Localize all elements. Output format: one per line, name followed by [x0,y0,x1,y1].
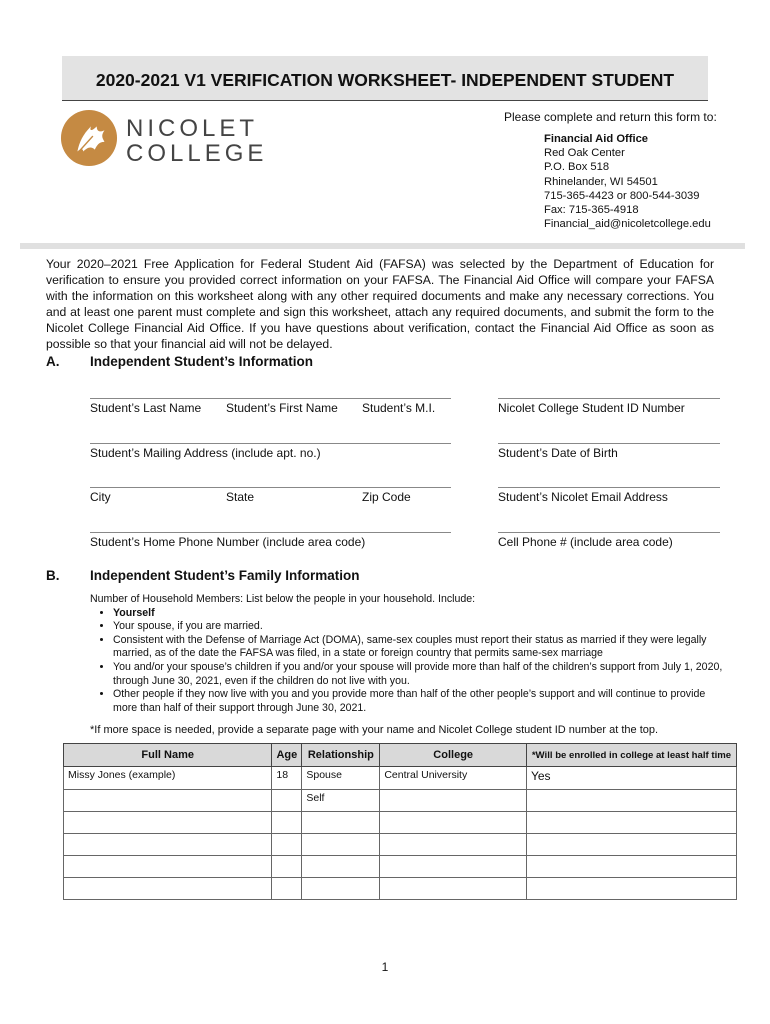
cell-name[interactable] [64,834,272,856]
mailing-address-label: Student’s Mailing Address (include apt. no.) [90,446,321,460]
household-instructions [90,593,730,715]
cell-relationship[interactable] [302,878,380,900]
college-logo-text [126,116,267,166]
cell-relationship[interactable]: Spouse [302,767,380,790]
cell-half-time[interactable] [526,856,736,878]
office-center: Red Oak Center [544,147,625,160]
cell-age[interactable] [272,812,302,834]
office-email: Financial_aid@nicoletcollege.edu [544,218,711,231]
email-label: Student’s Nicolet Email Address [498,490,668,504]
cell-relationship[interactable] [302,856,380,878]
cell-relationship[interactable]: Self [302,790,380,812]
cell-age[interactable] [272,856,302,878]
list-item: • Yourself [113,607,730,621]
leaf-logo-icon [60,108,118,168]
logo-line-1: NICOLET [126,115,259,142]
table-row [64,790,737,812]
household-bullets [90,607,730,716]
list-item: • Your spouse, if you are married. [113,620,730,634]
col-college: College [380,744,527,767]
cell-name[interactable]: Missy Jones (example) [64,767,272,790]
cell-age[interactable] [272,878,302,900]
extra-space-note: *If more space is needed, provide a separate page with your name and Nicolet College student ID number at the top. [90,724,659,736]
office-phone: 715-365-4423 or 800-544-3039 [544,189,700,202]
cell-phone-label: Cell Phone # (include area code) [498,535,673,549]
zip-label: Zip Code [362,490,411,504]
household-table [63,743,737,900]
section-a-letter: A. [46,354,60,369]
cell-college[interactable] [380,878,527,900]
col-full-name: Full Name [64,744,272,767]
cell-college[interactable] [380,834,527,856]
first-name-label: Student’s First Name [226,401,338,415]
dob-label: Student’s Date of Birth [498,446,618,460]
table-row [64,878,737,900]
last-name-label: Student’s Last Name [90,401,202,415]
cell-name[interactable] [64,878,272,900]
cell-college[interactable] [380,812,527,834]
cell-age[interactable] [272,790,302,812]
name-field-line[interactable] [90,398,451,399]
cell-college[interactable]: Central University [380,767,527,790]
cell-age[interactable] [272,834,302,856]
cell-phone-field-line[interactable] [498,532,720,533]
col-half-time: *Will be enrolled in college at least half time [526,744,736,767]
page-title: 2020-2021 V1 VERIFICATION WORKSHEET- INDEPENDENT STUDENT [95,70,675,90]
cell-half-time[interactable]: Yes [526,767,736,790]
table-row [64,812,737,834]
section-b-letter: B. [46,568,60,583]
cell-name[interactable] [64,790,272,812]
state-label: State [226,490,255,504]
cell-half-time[interactable] [526,834,736,856]
household-lead: Number of Household Members: List below the people in your household. Include: [90,593,476,605]
section-b-title: Independent Student’s Family Information [90,568,360,583]
list-item: • Other people if they now live with you and you provide more than half of the other people’s support and will continue to provide more than half of their support through June 30, 2021. [113,688,730,715]
cell-relationship[interactable] [302,834,380,856]
student-id-label: Nicolet College Student ID Number [498,401,685,415]
section-a-title: Independent Student’s Information [90,354,313,369]
list-item: • You and/or your spouse’s children if you and/or your spouse will provide more than half of the children’s support from July 1, 2020, through June 30, 2021, even if the children do not live with you. [113,661,730,688]
page-number: 1 [381,960,389,974]
cell-name[interactable] [64,856,272,878]
return-instruction: Please complete and return this form to: [504,110,717,124]
table-row [64,767,737,790]
cell-age[interactable]: 18 [272,767,302,790]
cell-half-time[interactable] [526,790,736,812]
office-city: Rhinelander, WI 54501 [544,175,658,188]
office-name: Financial Aid Office [544,133,649,145]
city-state-zip-field-line[interactable] [90,487,451,488]
office-address [544,132,711,231]
cell-name[interactable] [64,812,272,834]
cell-half-time[interactable] [526,812,736,834]
student-id-field-line[interactable] [498,398,720,399]
col-age: Age [272,744,302,767]
office-fax: Fax: 715-365-4918 [544,204,639,217]
city-label: City [90,490,111,504]
cell-relationship[interactable] [302,812,380,834]
email-field-line[interactable] [498,487,720,488]
home-phone-field-line[interactable] [90,532,451,533]
cell-half-time[interactable] [526,878,736,900]
logo-line-2: COLLEGE [126,140,268,167]
office-pobox: P.O. Box 518 [544,161,610,174]
table-row [64,834,737,856]
section-divider [20,243,745,249]
mi-label: Student’s M.I. [362,401,436,415]
intro-paragraph: Your 2020–2021 Free Application for Federal Student Aid (FAFSA) was selected by the Department of Education for verification to ensure you provided correct information on your FAFSA. The Financial Aid Office will compare your FAFSA with the information on this worksheet along with any other required documents and make any necessary corrections. You and at least one parent must complete and sign this worksheet, attach any required documents, and submit the form to the Nicolet College Financial Aid Office. If you have questions about verification, contact the Financial Aid Office as soon as possible so that your financial aid will not be delayed. [46,257,714,352]
dob-field-line[interactable] [498,443,720,444]
col-relationship: Relationship [302,744,380,767]
cell-college[interactable] [380,856,527,878]
table-row [64,856,737,878]
mailing-address-field-line[interactable] [90,443,451,444]
list-item: • Consistent with the Defense of Marriage Act (DOMA), same-sex couples must report their status as married if they were legally married, as of the date the FAFSA was filed, in a state or foreign country that permits same-sex marriage [113,634,730,661]
table-header-row [64,744,737,767]
cell-college[interactable] [380,790,527,812]
home-phone-label: Student’s Home Phone Number (include area code) [90,535,366,549]
